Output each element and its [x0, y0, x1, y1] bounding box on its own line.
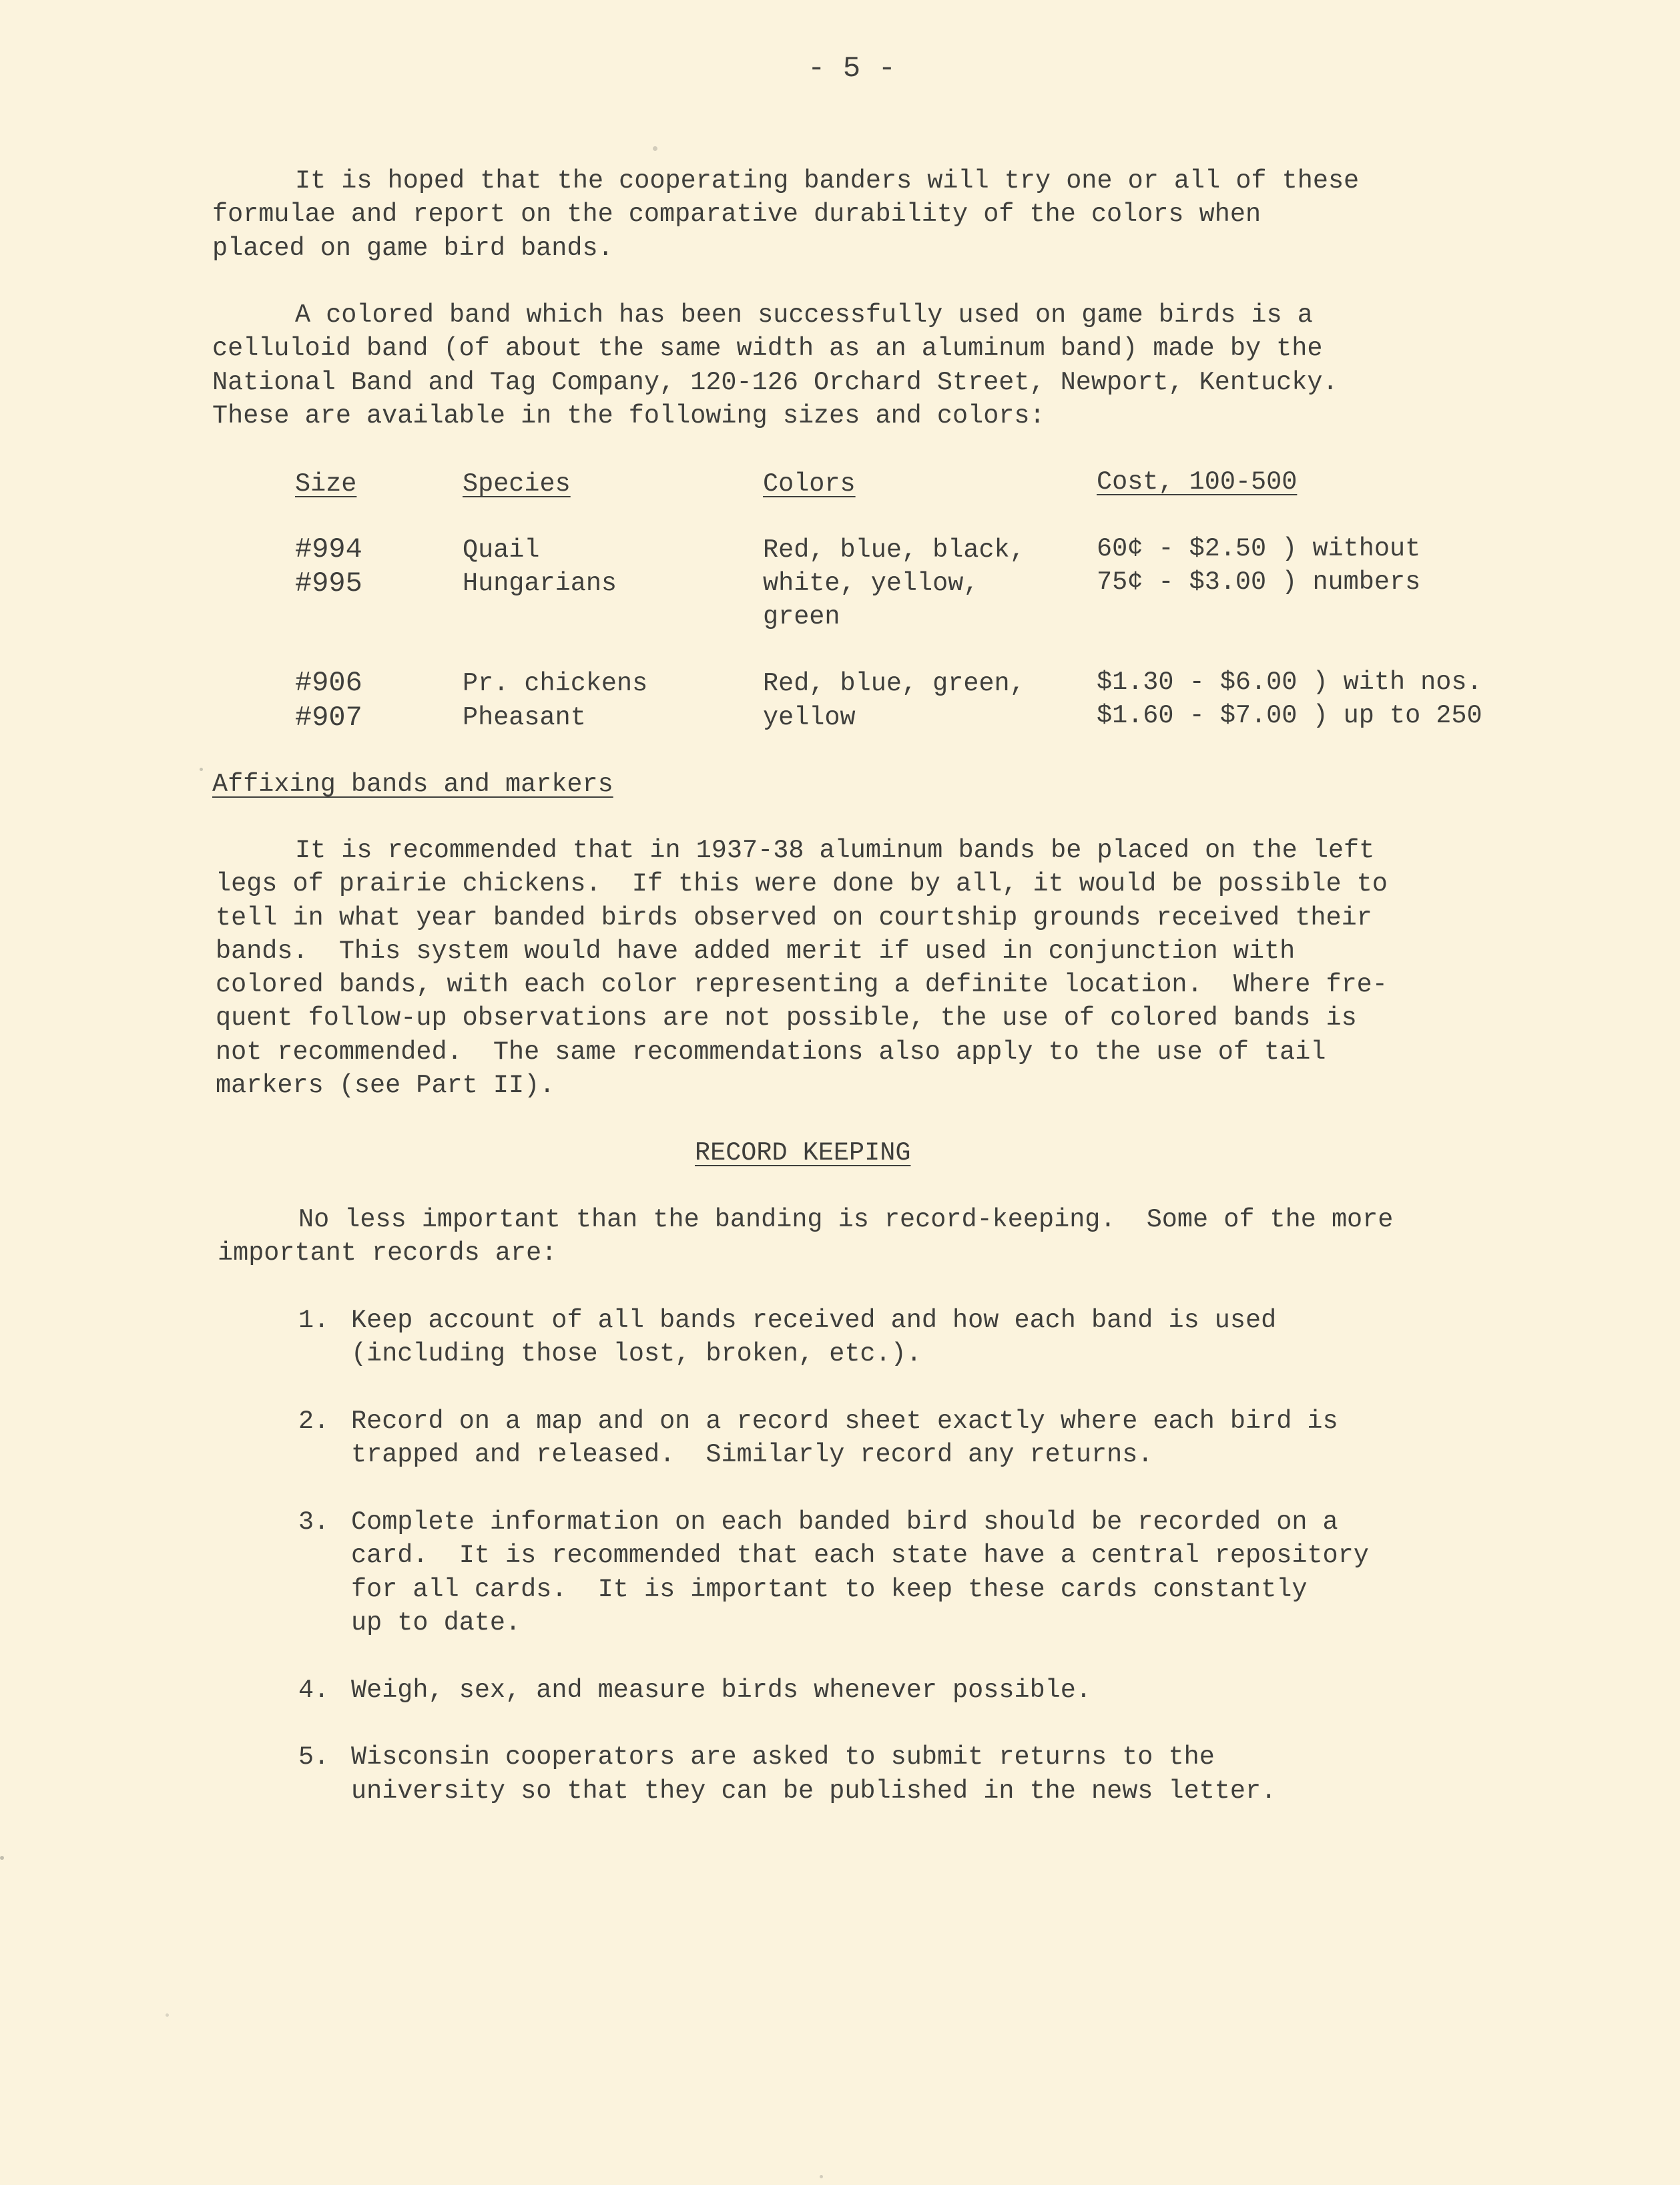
paragraph-line: quent follow-up observations are not possible, the use of colored bands is — [216, 1003, 1357, 1033]
paper-speck — [166, 2013, 169, 2017]
list-item-text: Keep account of all bands received and how each band is used — [351, 1306, 1277, 1335]
table-cell-colors: green — [763, 602, 840, 632]
section-heading: Affixing bands and markers — [212, 770, 613, 799]
table-cell-size: #906 — [295, 667, 362, 699]
table-cell-size: #995 — [295, 567, 362, 599]
section-heading: RECORD KEEPING — [695, 1138, 911, 1168]
paragraph-line: National Band and Tag Company, 120-126 Orchard Street, Newport, Kentucky. — [212, 368, 1338, 397]
table-cell-colors: yellow — [763, 703, 856, 732]
table-cell-species: Pheasant — [463, 703, 586, 732]
table-cell-species: Quail — [463, 535, 540, 565]
paragraph-line: bands. This system would have added merit if used in conjunction with — [216, 937, 1296, 966]
paper-speck — [200, 768, 203, 771]
list-item-text: Wisconsin cooperators are asked to submit returns to the — [351, 1742, 1215, 1772]
paragraph-line: tell in what year banded birds observed on courtship grounds received their — [216, 903, 1372, 933]
paragraph-line: It is recommended that in 1937-38 aluminum bands be placed on the left — [295, 836, 1375, 865]
paragraph-line: legs of prairie chickens. If this were done by all, it would be possible to — [216, 869, 1388, 899]
paragraph-line: No less important than the banding is record-keeping. Some of the more — [298, 1205, 1394, 1234]
table-cell-cost: 60¢ - $2.50 ) without — [1097, 534, 1421, 563]
column-header-cost: Cost, 100-500 — [1097, 467, 1298, 497]
paragraph-line: placed on game bird bands. — [212, 234, 613, 263]
list-item-text: Weigh, sex, and measure birds whenever possible. — [351, 1676, 1091, 1705]
list-item-number: 1. — [298, 1306, 330, 1335]
table-cell-species: Pr. chickens — [463, 669, 648, 698]
list-item-text: up to date. — [351, 1608, 521, 1638]
paragraph-line: markers (see Part II). — [216, 1071, 555, 1100]
column-header-colors: Colors — [763, 469, 856, 499]
list-item-text: for all cards. It is important to keep these cards constantly — [351, 1575, 1308, 1604]
paragraph-line: not recommended. The same recommendations also apply to the use of tail — [216, 1037, 1326, 1067]
table-cell-cost: $1.60 - $7.00 ) up to 250 — [1097, 701, 1482, 730]
paper-speck — [653, 146, 657, 151]
table-cell-size: #994 — [295, 533, 362, 565]
list-item-number: 4. — [298, 1676, 330, 1705]
list-item-text: Complete information on each banded bird should be recorded on a — [351, 1507, 1338, 1537]
table-cell-colors: Red, blue, black, — [763, 535, 1025, 565]
list-item-text: (including those lost, broken, etc.). — [351, 1339, 922, 1369]
list-item-text: Record on a map and on a record sheet exactly where each bird is — [351, 1407, 1338, 1436]
paragraph-line: It is hoped that the cooperating banders will try one or all of these — [295, 166, 1360, 196]
paragraph-line: important records are: — [218, 1238, 557, 1268]
column-header-size: Size — [295, 469, 357, 499]
list-item-text: card. It is recommended that each state have a central repository — [351, 1541, 1369, 1570]
table-cell-colors: Red, blue, green, — [763, 669, 1025, 698]
paper-speck — [0, 1856, 4, 1860]
list-item-number: 5. — [298, 1742, 330, 1772]
table-cell-species: Hungarians — [463, 569, 617, 598]
paragraph-line: These are available in the following sizes and colors: — [212, 401, 1045, 431]
list-item-text: trapped and released. Similarly record any returns. — [351, 1440, 1153, 1469]
table-cell-cost: 75¢ - $3.00 ) numbers — [1097, 567, 1421, 597]
table-cell-cost: $1.30 - $6.00 ) with nos. — [1097, 668, 1482, 697]
page-number: - 5 - — [808, 52, 896, 85]
list-item-number: 3. — [298, 1507, 330, 1537]
paragraph-line: formulae and report on the comparative durability of the colors when — [212, 200, 1262, 229]
list-item-text: university so that they can be published in the news letter. — [351, 1776, 1277, 1806]
paragraph-line: celluloid band (of about the same width as an aluminum band) made by the — [212, 334, 1323, 363]
paragraph-line: colored bands, with each color representing a definite location. Where fre- — [216, 970, 1388, 999]
paper-speck — [820, 2175, 823, 2178]
list-item-number: 2. — [298, 1407, 330, 1436]
paragraph-line: A colored band which has been successfully used on game birds is a — [295, 300, 1313, 330]
table-cell-colors: white, yellow, — [763, 569, 979, 598]
column-header-species: Species — [463, 469, 571, 499]
table-cell-size: #907 — [295, 702, 362, 734]
